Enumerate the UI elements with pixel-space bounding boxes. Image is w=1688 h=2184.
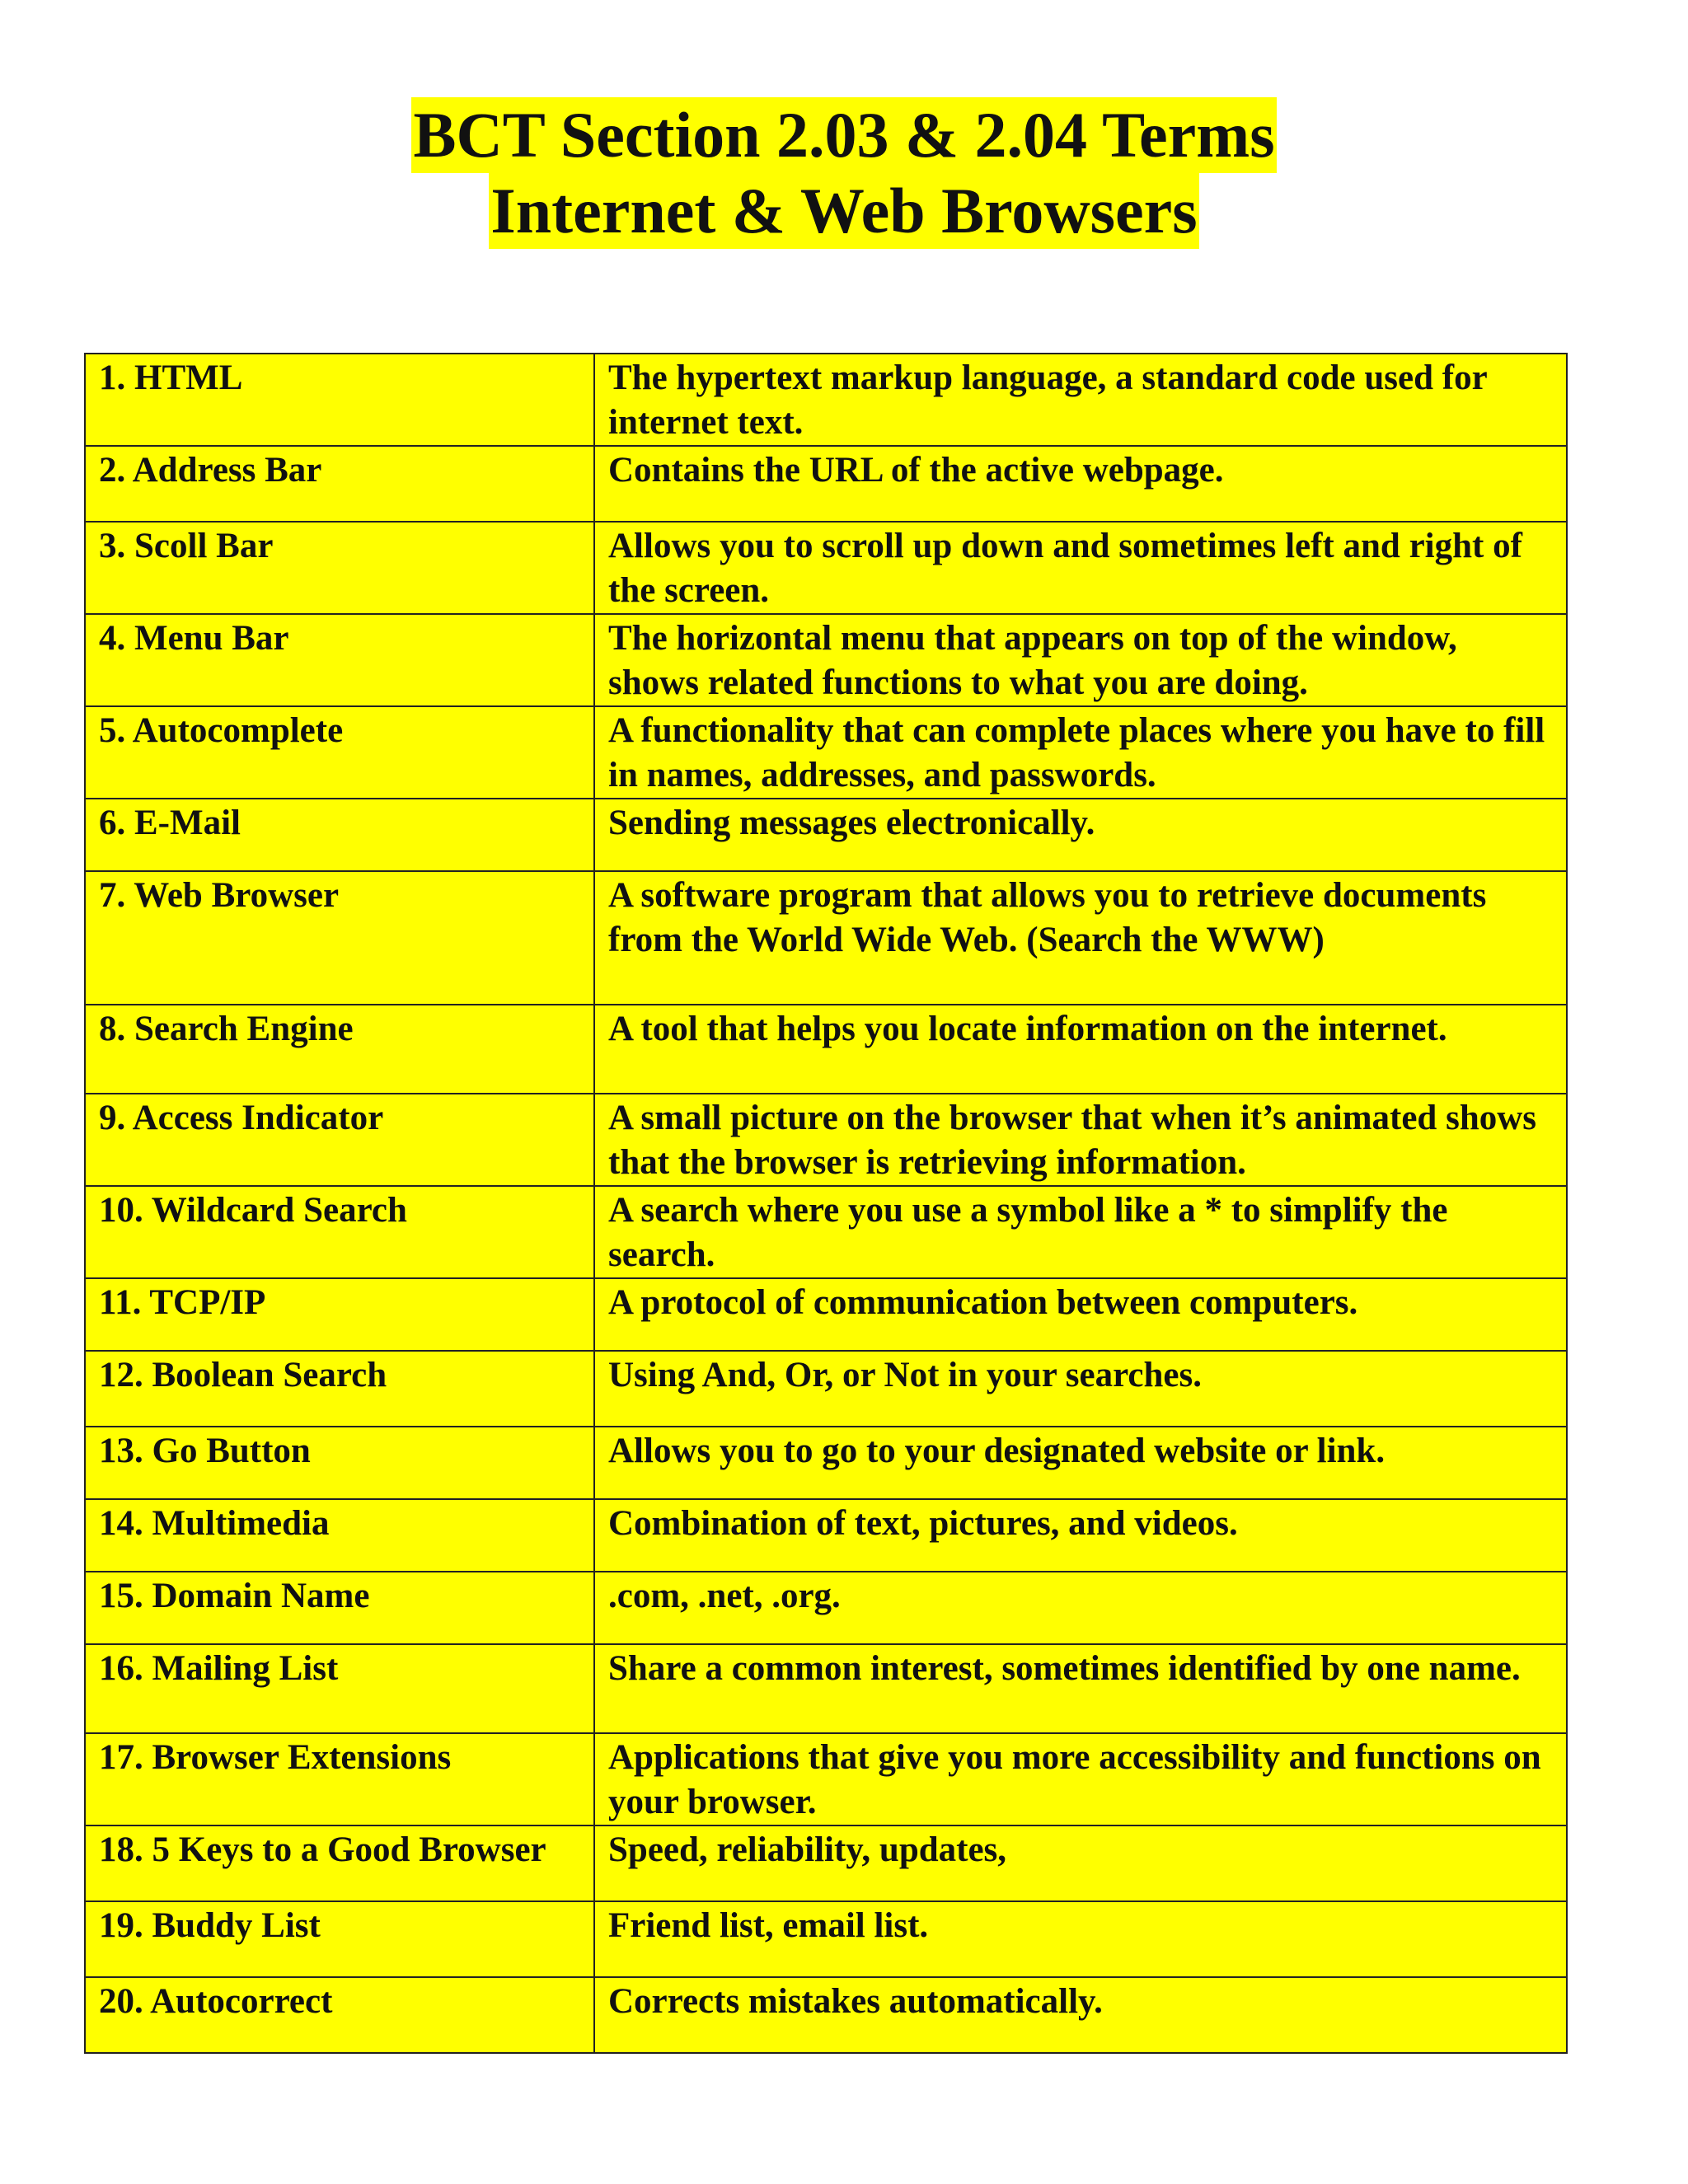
term-cell: 8. Search Engine xyxy=(85,1005,594,1094)
definition-cell: A protocol of communication between computers. xyxy=(594,1278,1567,1351)
definition-cell: Combination of text, pictures, and videos. xyxy=(594,1499,1567,1572)
definition-cell: The hypertext markup language, a standard code used for internet text. xyxy=(594,354,1567,446)
term-cell: 9. Access Indicator xyxy=(85,1094,594,1186)
definition-cell: A small picture on the browser that when it’s animated shows that the browser is retrieving information. xyxy=(594,1094,1567,1186)
table-row xyxy=(85,1094,1567,1186)
definition-cell: Corrects mistakes automatically. xyxy=(594,1977,1567,2053)
definition-cell: Applications that give you more accessibility and functions on your browser. xyxy=(594,1733,1567,1825)
table-row xyxy=(85,1186,1567,1278)
term-cell: 1. HTML xyxy=(85,354,594,446)
table-row xyxy=(85,1278,1567,1351)
term-cell: 5. Autocomplete xyxy=(85,706,594,799)
term-cell: 10. Wildcard Search xyxy=(85,1186,594,1278)
title-line-2: Internet & Web Browsers xyxy=(489,173,1198,249)
term-cell: 14. Multimedia xyxy=(85,1499,594,1572)
term-cell: 4. Menu Bar xyxy=(85,614,594,706)
table-row xyxy=(85,1499,1567,1572)
term-cell: 15. Domain Name xyxy=(85,1572,594,1644)
definition-cell: Friend list, email list. xyxy=(594,1901,1567,1977)
term-cell: 13. Go Button xyxy=(85,1427,594,1499)
definition-cell: Using And, Or, or Not in your searches. xyxy=(594,1351,1567,1427)
page-title xyxy=(0,97,1688,249)
definition-cell: .com, .net, .org. xyxy=(594,1572,1567,1644)
definition-cell: A functionality that can complete places where you have to fill in names, addresses, and passwords. xyxy=(594,706,1567,799)
table-row xyxy=(85,706,1567,799)
title-line-1: BCT Section 2.03 & 2.04 Terms xyxy=(411,97,1276,173)
terms-table-body xyxy=(85,354,1567,2053)
table-row xyxy=(85,1825,1567,1901)
table-row xyxy=(85,1733,1567,1825)
table-row xyxy=(85,1977,1567,2053)
table-row xyxy=(85,522,1567,614)
term-cell: 12. Boolean Search xyxy=(85,1351,594,1427)
term-cell: 19. Buddy List xyxy=(85,1901,594,1977)
term-cell: 18. 5 Keys to a Good Browser xyxy=(85,1825,594,1901)
table-row xyxy=(85,1644,1567,1733)
definition-cell: The horizontal menu that appears on top of the window, shows related functions to what you are doing. xyxy=(594,614,1567,706)
table-row xyxy=(85,354,1567,446)
table-row xyxy=(85,1351,1567,1427)
table-row xyxy=(85,1572,1567,1644)
term-cell: 11. TCP/IP xyxy=(85,1278,594,1351)
table-row xyxy=(85,1427,1567,1499)
term-cell: 16. Mailing List xyxy=(85,1644,594,1733)
definition-cell: Share a common interest, sometimes identified by one name. xyxy=(594,1644,1567,1733)
table-row xyxy=(85,1901,1567,1977)
term-cell: 2. Address Bar xyxy=(85,446,594,522)
definition-cell: A search where you use a symbol like a * to simplify the search. xyxy=(594,1186,1567,1278)
table-row xyxy=(85,799,1567,871)
term-cell: 3. Scoll Bar xyxy=(85,522,594,614)
definition-cell: Sending messages electronically. xyxy=(594,799,1567,871)
table-row xyxy=(85,446,1567,522)
table-row xyxy=(85,1005,1567,1094)
definition-cell: Allows you to scroll up down and sometimes left and right of the screen. xyxy=(594,522,1567,614)
table-row xyxy=(85,614,1567,706)
term-cell: 20. Autocorrect xyxy=(85,1977,594,2053)
definition-cell: A software program that allows you to retrieve documents from the World Wide Web. (Search the WWW) xyxy=(594,871,1567,1005)
terms-table xyxy=(84,353,1568,2054)
term-cell: 17. Browser Extensions xyxy=(85,1733,594,1825)
definition-cell: Speed, reliability, updates, xyxy=(594,1825,1567,1901)
term-cell: 7. Web Browser xyxy=(85,871,594,1005)
definition-cell: Contains the URL of the active webpage. xyxy=(594,446,1567,522)
definition-cell: A tool that helps you locate information on the internet. xyxy=(594,1005,1567,1094)
definition-cell: Allows you to go to your designated website or link. xyxy=(594,1427,1567,1499)
table-row xyxy=(85,871,1567,1005)
term-cell: 6. E-Mail xyxy=(85,799,594,871)
